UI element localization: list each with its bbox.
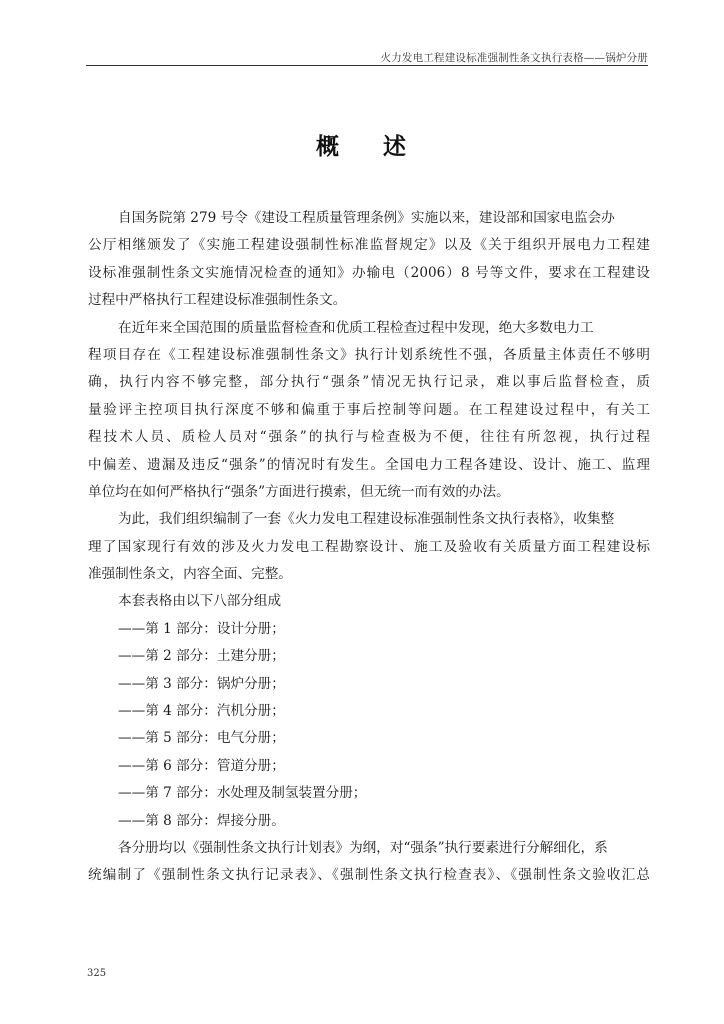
paragraph-line: 确，执行内容不够完整，部分执行“强条”情况无执行记录，难以事后监督检查，质 xyxy=(88,374,650,391)
paragraph-line: 统编制了《强制性条文执行记录表》、《强制性条文执行检查表》、《强制性条文验收汇总 xyxy=(88,867,650,884)
list-item: ——第 2 部分：土建分册； xyxy=(118,648,285,665)
paragraph-line: 本套表格由以下八部分组成 xyxy=(118,593,282,610)
list-item: ——第 8 部分：焊接分册。 xyxy=(118,812,285,829)
paragraph-line: 程技术人员、质检人员对“强条”的执行与检查极为不便，往往有所忽视，执行过程 xyxy=(88,429,650,446)
title-char-1: 概 xyxy=(316,134,341,160)
paragraph-line: 设标准强制性条文实施情况检查的通知》办输电（2006）8 号等文件，要求在工程建设 xyxy=(88,264,650,281)
list-item: ——第 5 部分：电气分册； xyxy=(118,730,285,747)
paragraph-line: 理了国家现行有效的涉及火力发电工程勘察设计、施工及验收有关质量方面工程建设标 xyxy=(88,538,650,555)
body-text xyxy=(88,205,650,890)
paragraph-line: 自国务院第 279 号令《建设工程质量管理条例》实施以来，建设部和国家电监会办 xyxy=(118,210,615,226)
page-number: 325 xyxy=(87,968,107,979)
paragraph-line: 在近年来全国范围的质量监督检查和优质工程检查过程中发现，绝大多数电力工 xyxy=(118,319,594,336)
paragraph-line: 公厅相继颁发了《实施工程建设强制性标准监督规定》以及《关于组织开展电力工程建 xyxy=(88,237,650,254)
header-rule xyxy=(86,65,648,66)
paragraph-line: 中偏差、遗漏及违反“强条”的情况时有发生。全国电力工程各建设、设计、施工、监理 xyxy=(88,456,650,473)
paragraph-line: 程项目存在《工程建设标准强制性条文》执行计划系统性不强，各质量主体责任不够明 xyxy=(88,346,650,363)
list-item: ——第 3 部分：锅炉分册； xyxy=(118,675,285,692)
list-item: ——第 4 部分：汽机分册； xyxy=(118,703,285,720)
paragraph-line: 为此，我们组织编制了一套《火力发电工程建设标准强制性条文执行表格》，收集整 xyxy=(118,511,615,528)
paragraph-line: 量验评主控项目执行深度不够和偏重于事后控制等问题。在工程建设过程中，有关工 xyxy=(88,401,650,418)
paragraph-line: 各分册均以《强制性条文执行计划表》为纲，对“强条”执行要素进行分解细化，系 xyxy=(118,839,608,856)
paragraph-line: 准强制性条文，内容全面、完整。 xyxy=(88,566,292,583)
running-header: 火力发电工程建设标准强制性条文执行表格——锅炉分册 xyxy=(380,52,648,64)
list-item: ——第 7 部分：水处理及制氢装置分册； xyxy=(118,785,367,802)
list-item: ——第 6 部分：管道分册； xyxy=(118,757,285,774)
list-item: ——第 1 部分：设计分册； xyxy=(118,620,285,637)
page-title xyxy=(0,128,724,161)
paragraph-line: 过程中严格执行工程建设标准强制性条文。 xyxy=(88,292,347,309)
title-char-2: 述 xyxy=(383,134,408,160)
paragraph-line: 单位均在如何严格执行“强条”方面进行摸索，但无统一而有效的办法。 xyxy=(88,483,510,500)
